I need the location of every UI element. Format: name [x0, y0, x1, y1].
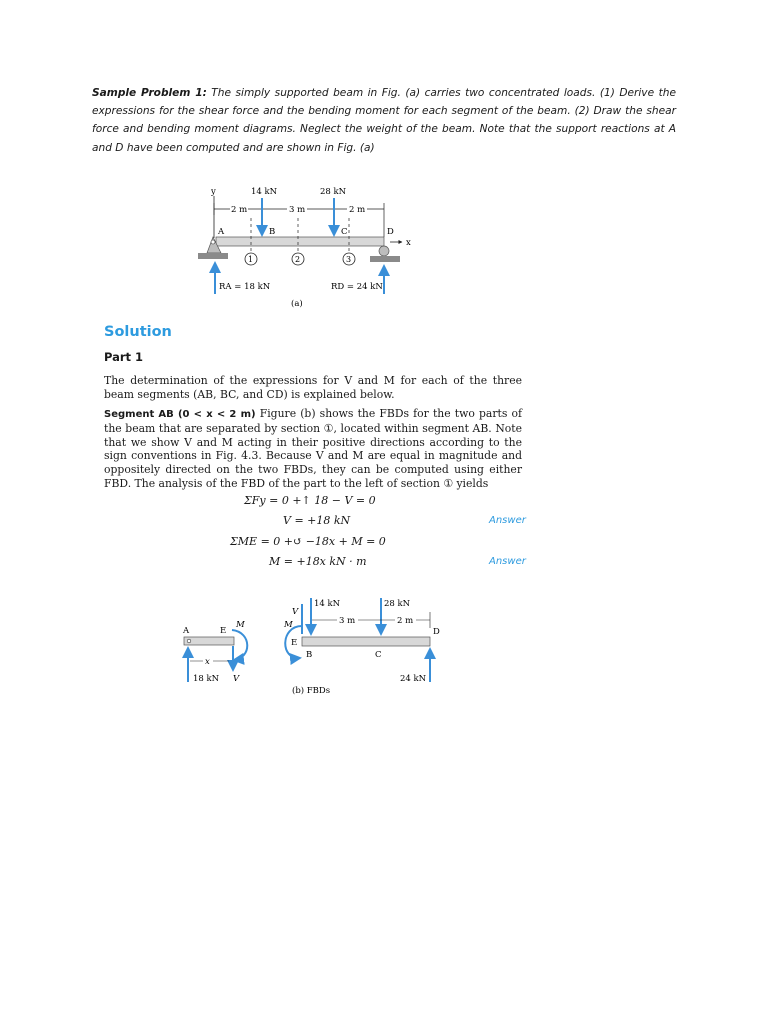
problem-label: Sample Problem 1:: [92, 87, 207, 99]
fbd-label-b: B: [306, 650, 313, 660]
fbd-force-left: 18 kN: [193, 674, 220, 684]
fbd-dim-cd: 2 m: [397, 616, 414, 626]
segment-text: Figure (b) shows the FBDs for the two parts of the beam that are separated by section ①, located within segment AB. Note that we show V and M acting in their positive directions according to the sign conventions in Fig. 4.3. Because V and M are equal in magnitude and oppositely directed on the two FBDs, they can be computed using either FBD. The analysis of the FBD of the part to the left of section ① yields: [104, 407, 522, 490]
y-axis-label: y: [211, 187, 216, 197]
section-3: 3: [346, 255, 352, 264]
label-c: C: [341, 227, 348, 237]
load-14: 14 kN: [251, 187, 278, 197]
x-axis-label: x: [406, 238, 411, 248]
label-a: A: [218, 227, 225, 237]
fbd-moment-right: M: [284, 620, 293, 630]
fbd-label-c: C: [375, 650, 382, 660]
left-beam-segment: [184, 637, 234, 645]
fbd-load-14: 14 kN: [314, 599, 341, 609]
label-b: B: [269, 227, 276, 237]
dim-bc: 3 m: [289, 205, 306, 215]
equation-sum-fy: ΣFy = 0 +↑ 18 − V = 0: [244, 494, 376, 507]
fbd-x-dim: x: [205, 657, 210, 667]
fbd-label-e2: E: [291, 638, 298, 648]
fbd-load-28: 28 kN: [384, 599, 411, 609]
section-1: 1: [248, 255, 254, 264]
fbd-shear-right: V: [292, 607, 299, 617]
load-28: 28 kN: [320, 187, 347, 197]
fbd-force-right: 24 kN: [400, 674, 427, 684]
fbd-label-d: D: [433, 627, 440, 637]
problem-text: The simply supported beam in Fig. (a) carries two concentrated loads. (1) Derive the expressions for the shear force and the bending moment for each segment of the beam. (2) Draw the shear force and bending moment diagrams. Neglect the weight of the beam. Note that the support reactions at A and D have been computed and are shown in Fig. (a): [92, 87, 676, 154]
fbd-label-e: E: [220, 626, 227, 636]
fbd-moment-left: M: [236, 620, 245, 630]
intro-paragraph: The determination of the expressions for V and M for each of the three beam segments (AB, BC, and CD) is explained below.: [104, 374, 522, 401]
part-heading: Part 1: [104, 350, 144, 364]
dim-cd: 2 m: [349, 205, 366, 215]
fbd-dim-bc: 3 m: [339, 616, 356, 626]
equation-m: M = +18x kN · m: [269, 555, 367, 568]
section-2: 2: [295, 255, 301, 264]
label-d: D: [387, 227, 394, 237]
reaction-a: RA = 18 kN: [219, 282, 271, 292]
segment-label: Segment AB (0 < x < 2 m): [104, 409, 256, 420]
fbd-label-a: A: [183, 626, 190, 636]
reaction-d: RD = 24 kN: [331, 282, 383, 292]
answer-label-1: Answer: [489, 515, 526, 526]
fbd-shear-left: V: [233, 674, 240, 684]
caption-b: (b) FBDs: [292, 686, 331, 696]
equation-v: V = +18 kN: [283, 514, 351, 527]
dim-ab: 2 m: [231, 205, 248, 215]
right-beam-segment: [302, 637, 430, 646]
caption-a: (a): [291, 299, 303, 309]
equation-sum-me: ΣME = 0 +↺ −18x + M = 0: [230, 535, 386, 548]
answer-label-2: Answer: [489, 556, 526, 567]
solution-title: Solution: [104, 324, 172, 340]
